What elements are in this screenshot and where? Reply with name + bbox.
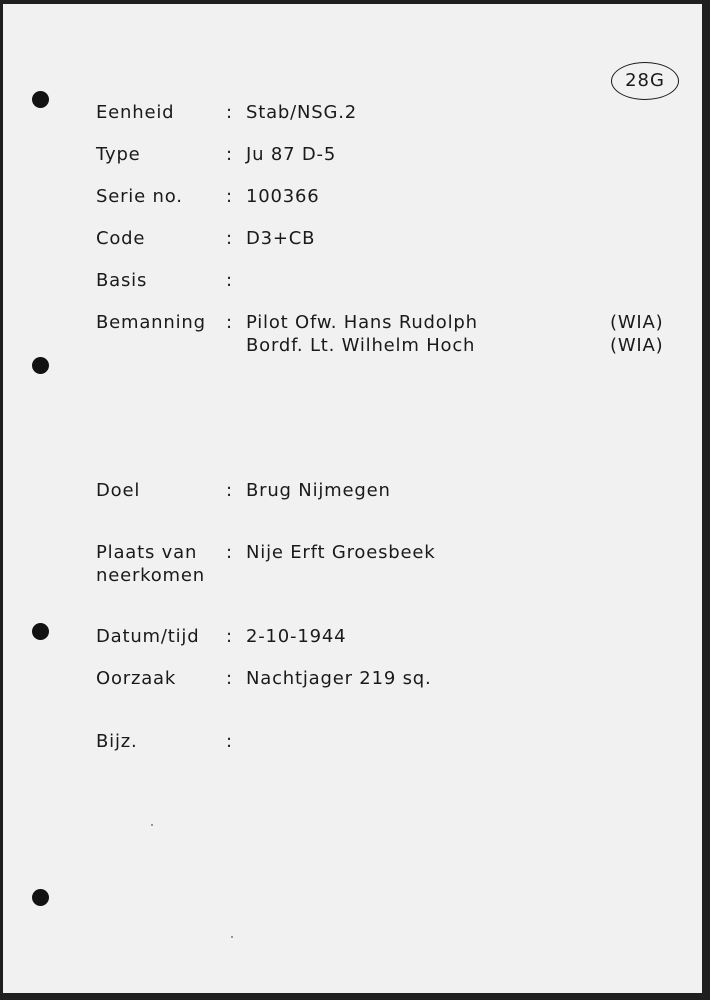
separator: : bbox=[226, 480, 233, 501]
label-code: Code bbox=[96, 228, 146, 249]
crew-member-name: Pilot Ofw. Hans Rudolph bbox=[246, 312, 478, 333]
crew-member-name: Bordf. Lt. Wilhelm Hoch bbox=[246, 335, 476, 356]
label-doel: Doel bbox=[96, 480, 141, 501]
label-type: Type bbox=[96, 144, 141, 165]
punch-hole bbox=[32, 91, 49, 108]
value-code: D3+CB bbox=[246, 228, 316, 249]
scan-speck bbox=[151, 824, 153, 826]
label-basis: Basis bbox=[96, 270, 148, 291]
scan-speck bbox=[231, 936, 233, 938]
separator: : bbox=[226, 270, 233, 291]
crew-member-status: (WIA) bbox=[610, 312, 664, 333]
label-serie: Serie no. bbox=[96, 186, 183, 207]
value-plaats: Nije Erft Groesbeek bbox=[246, 542, 436, 563]
value-serie: 100366 bbox=[246, 186, 320, 207]
separator: : bbox=[226, 312, 233, 333]
separator: : bbox=[226, 186, 233, 207]
punch-hole bbox=[32, 889, 49, 906]
label-oorzaak: Oorzaak bbox=[96, 668, 177, 689]
value-oorzaak: Nachtjager 219 sq. bbox=[246, 668, 432, 689]
value-type: Ju 87 D-5 bbox=[246, 144, 337, 165]
separator: : bbox=[226, 144, 233, 165]
label-bemanning: Bemanning bbox=[96, 312, 206, 333]
value-doel: Brug Nijmegen bbox=[246, 480, 391, 501]
punch-hole bbox=[32, 357, 49, 374]
label-plaats-line2: neerkomen bbox=[96, 565, 205, 586]
value-eenheid: Stab/NSG.2 bbox=[246, 102, 358, 123]
label-bijz: Bijz. bbox=[96, 731, 138, 752]
separator: : bbox=[226, 102, 233, 123]
separator: : bbox=[226, 731, 233, 752]
separator: : bbox=[226, 542, 233, 563]
record-card bbox=[3, 4, 702, 993]
punch-hole bbox=[32, 623, 49, 640]
label-datum: Datum/tijd bbox=[96, 626, 200, 647]
value-datum: 2-10-1944 bbox=[246, 626, 347, 647]
crew-member-status: (WIA) bbox=[610, 335, 664, 356]
separator: : bbox=[226, 228, 233, 249]
separator: : bbox=[226, 626, 233, 647]
label-eenheid: Eenheid bbox=[96, 102, 175, 123]
page-number: 28G bbox=[611, 62, 679, 100]
label-plaats-line1: Plaats van bbox=[96, 542, 198, 563]
separator: : bbox=[226, 668, 233, 689]
